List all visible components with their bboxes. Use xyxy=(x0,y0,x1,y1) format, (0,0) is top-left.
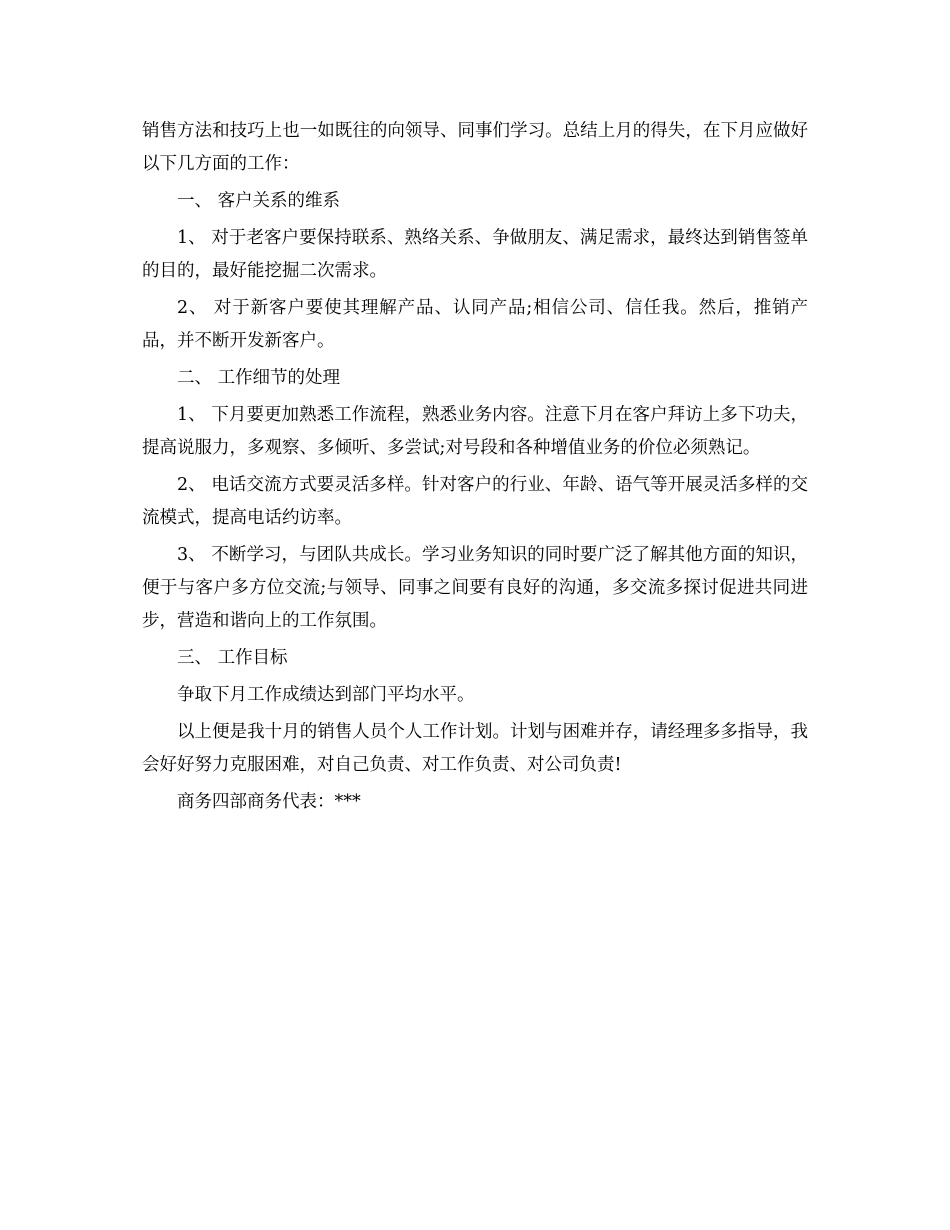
paragraph-new-customers: 2、 对于新客户要使其理解产品、认同产品;相信公司、信任我。然后，推销产品，并不断开发新客户。 xyxy=(142,298,808,351)
section-heading-work-details: 二、 工作细节的处理 xyxy=(177,368,341,388)
paragraph-old-customers: 1、 对于老客户要保持联系、熟络关系、争做朋友、满足需求，最终达到销售签单的目的，最好能挖掘二次需求。 xyxy=(142,228,808,281)
signature-line: 商务四部商务代表：*** xyxy=(177,792,361,812)
document-body xyxy=(142,115,808,823)
paragraph-closing: 以上便是我十月的销售人员个人工作计划。计划与困难并存，请经理多多指导，我会好好努力克服困难，对自己负责、对工作负责、对公司负责! xyxy=(142,722,808,775)
paragraph-goal: 争取下月工作成绩达到部门平均水平。 xyxy=(177,685,475,705)
paragraph-phone-communication: 2、 电话交流方式要灵活多样。针对客户的行业、年龄、语气等开展灵活多样的交流模式，提高电话约访率。 xyxy=(142,475,808,528)
section-heading-work-goals: 三、 工作目标 xyxy=(177,648,288,668)
paragraph-continuous-learning: 3、 不断学习，与团队共成长。学习业务知识的同时要广泛了解其他方面的知识，便于与客户多方位交流;与领导、同事之间要有良好的沟通，多交流多探讨促进共同进步，营造和谐向上的工作氛围。 xyxy=(142,545,808,631)
paragraph-continuation: 销售方法和技巧上也一如既往的向领导、同事们学习。总结上月的得失，在下月应做好以下几方面的工作： xyxy=(142,121,808,174)
paragraph-workflow: 1、 下月要更加熟悉工作流程，熟悉业务内容。注意下月在客户拜访上多下功夫，提高说服力，多观察、多倾听、多尝试;对号段和各种增值业务的价位必须熟记。 xyxy=(142,405,808,458)
section-heading-customer-relations: 一、 客户关系的维系 xyxy=(177,191,341,211)
